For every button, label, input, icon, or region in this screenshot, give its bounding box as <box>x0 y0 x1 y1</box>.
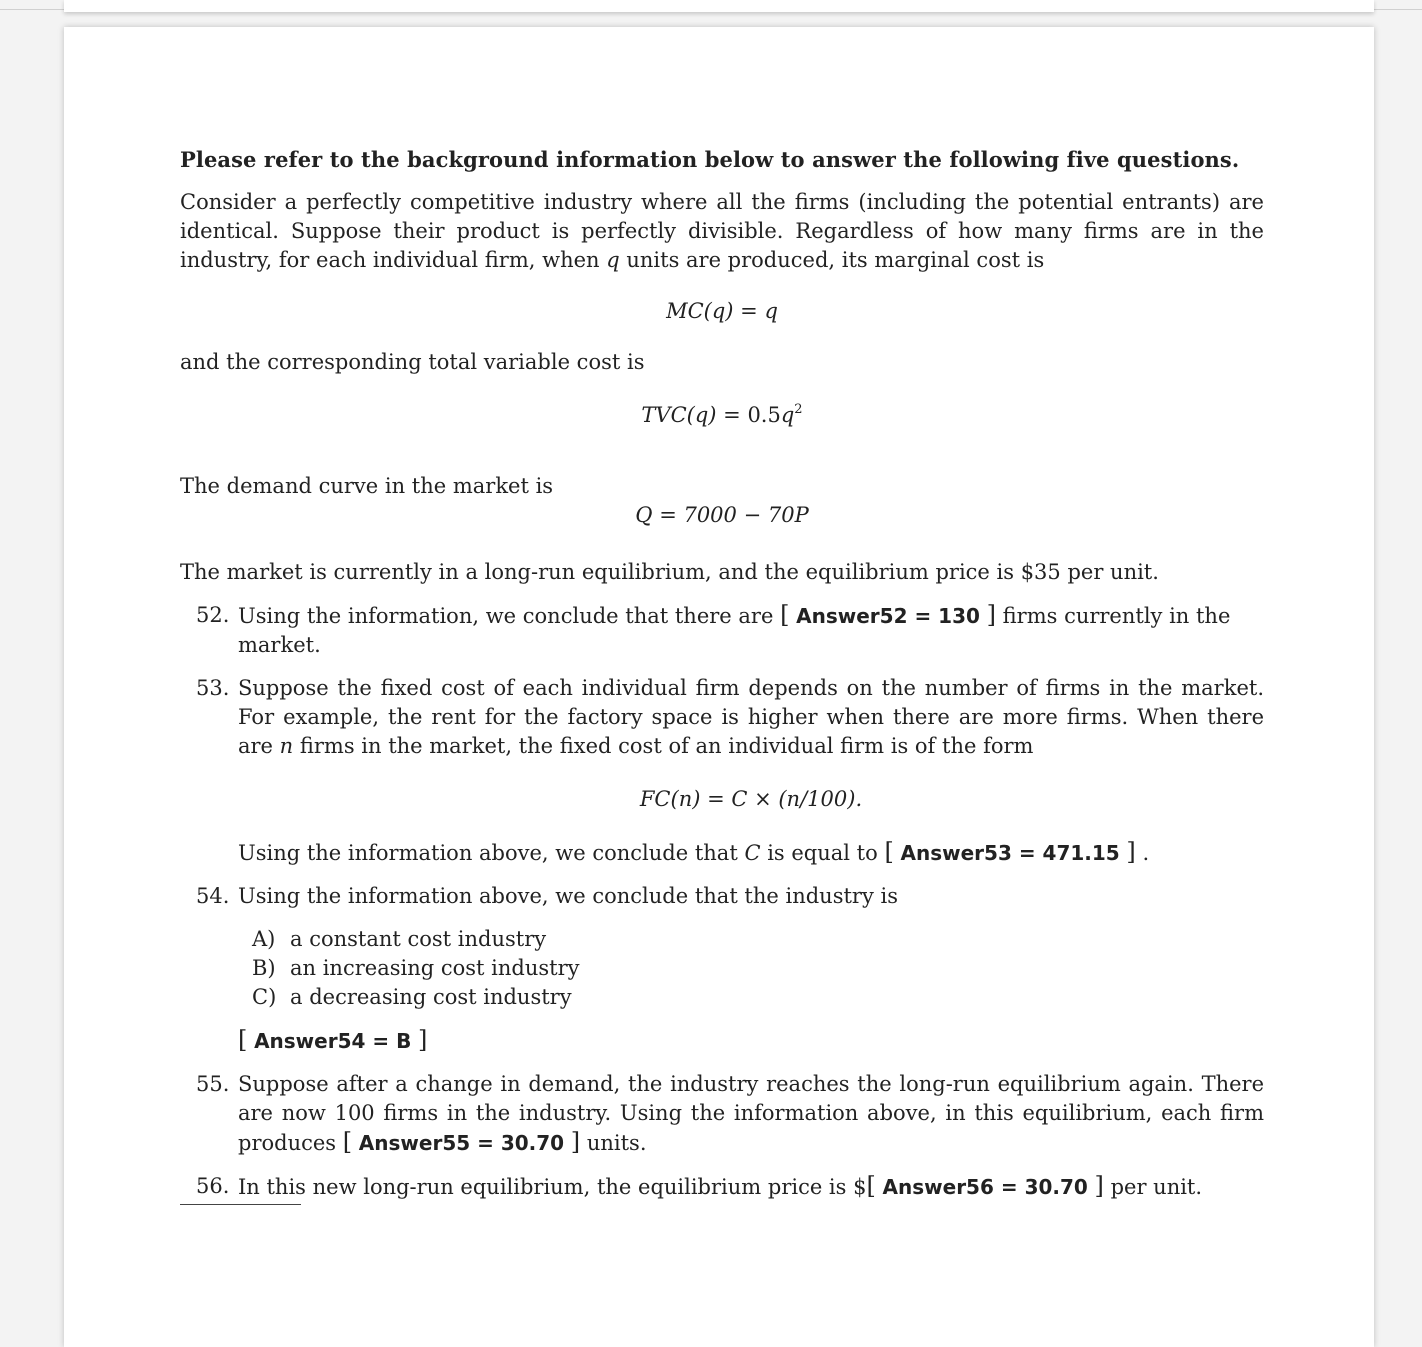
previous-page-edge <box>64 0 1374 12</box>
page-content <box>180 145 1264 1216</box>
answer-55: Answer55 = 30.70 <box>358 1131 565 1155</box>
tvc-intro: and the corresponding total variable cost is <box>180 350 645 374</box>
question-55: 55. Suppose after a change in demand, the industry reaches the long-run equilibrium again. There are now 100 firms in the industry. Using the information above, in this equilibrium, each firm produces [ Answer55 = 30.70 ] units. <box>196 1072 1264 1156</box>
question-number: 53. <box>196 676 230 700</box>
choice-list <box>238 925 1264 1012</box>
question-52: 52. Using the information, we conclude that there are [ Answer52 = 130 ] firms currently in the market. <box>196 601 1231 657</box>
question-number: 52. <box>196 603 230 627</box>
question-54: 54. Using the information above, we conclude that the industry is A) a constant cost industry B) an increasing cost industry C) a decreasing cost industry [ Answer54 = B ] <box>180 882 1264 1056</box>
equation-marginal-cost: MC(q) = q <box>666 299 778 323</box>
demand-intro: The demand curve in the market is <box>180 474 554 498</box>
section-heading: Please refer to the background information below to answer the following five questions. <box>180 147 1240 172</box>
question-list <box>180 601 1264 1202</box>
choice-b: B) an increasing cost industry <box>252 956 580 980</box>
document-page <box>64 27 1374 1347</box>
choice-c: C) a decreasing cost industry <box>252 985 572 1009</box>
answer-54: Answer54 = B <box>254 1029 412 1053</box>
equation-fixed-cost: FC(n) = C × (n/100). <box>639 787 863 811</box>
answer-53: Answer53 = 471.15 <box>900 841 1120 865</box>
intro-paragraph: Consider a perfectly competitive industry where all the firms (including the potential entrants) are identical. Suppose their product is perfectly divisible. Regardless of how many firms are in the industry, for each individual firm, when q units are produced, its marginal cost is <box>180 190 1264 272</box>
question-number: 55. <box>196 1072 230 1096</box>
answer-52: Answer52 = 130 <box>796 604 980 628</box>
question-56: 56. In this new long-run equilibrium, the equilibrium price is $[ Answer56 = 30.70 ] per unit. <box>196 1172 1203 1200</box>
question-number: 54. <box>196 884 230 908</box>
answer-56: Answer56 = 30.70 <box>882 1175 1088 1199</box>
equation-total-variable-cost: $TVC(q) = 0.5q^2$ <box>641 402 803 427</box>
var-q: q <box>606 248 620 272</box>
question-number: 56. <box>196 1174 230 1198</box>
equation-demand: Q = 7000 − 70P <box>635 503 809 527</box>
choice-a: A) a constant cost industry <box>252 927 547 951</box>
equilibrium-text: The market is currently in a long-run equilibrium, and the equilibrium price is $35 per unit. <box>180 560 1159 584</box>
question-53: 53. Suppose the fixed cost of each individual firm depends on the number of firms in the market. For example, the rent for the factory space is higher when there are more firms. When there are n firms in the market, the fixed cost of an individual firm is of the form FC(n) = C × (n/100). Using the information above, we conclude that C is equal to [ Answer53 = 471.15 ] . <box>196 676 1264 866</box>
footnote-rule <box>180 1204 301 1205</box>
